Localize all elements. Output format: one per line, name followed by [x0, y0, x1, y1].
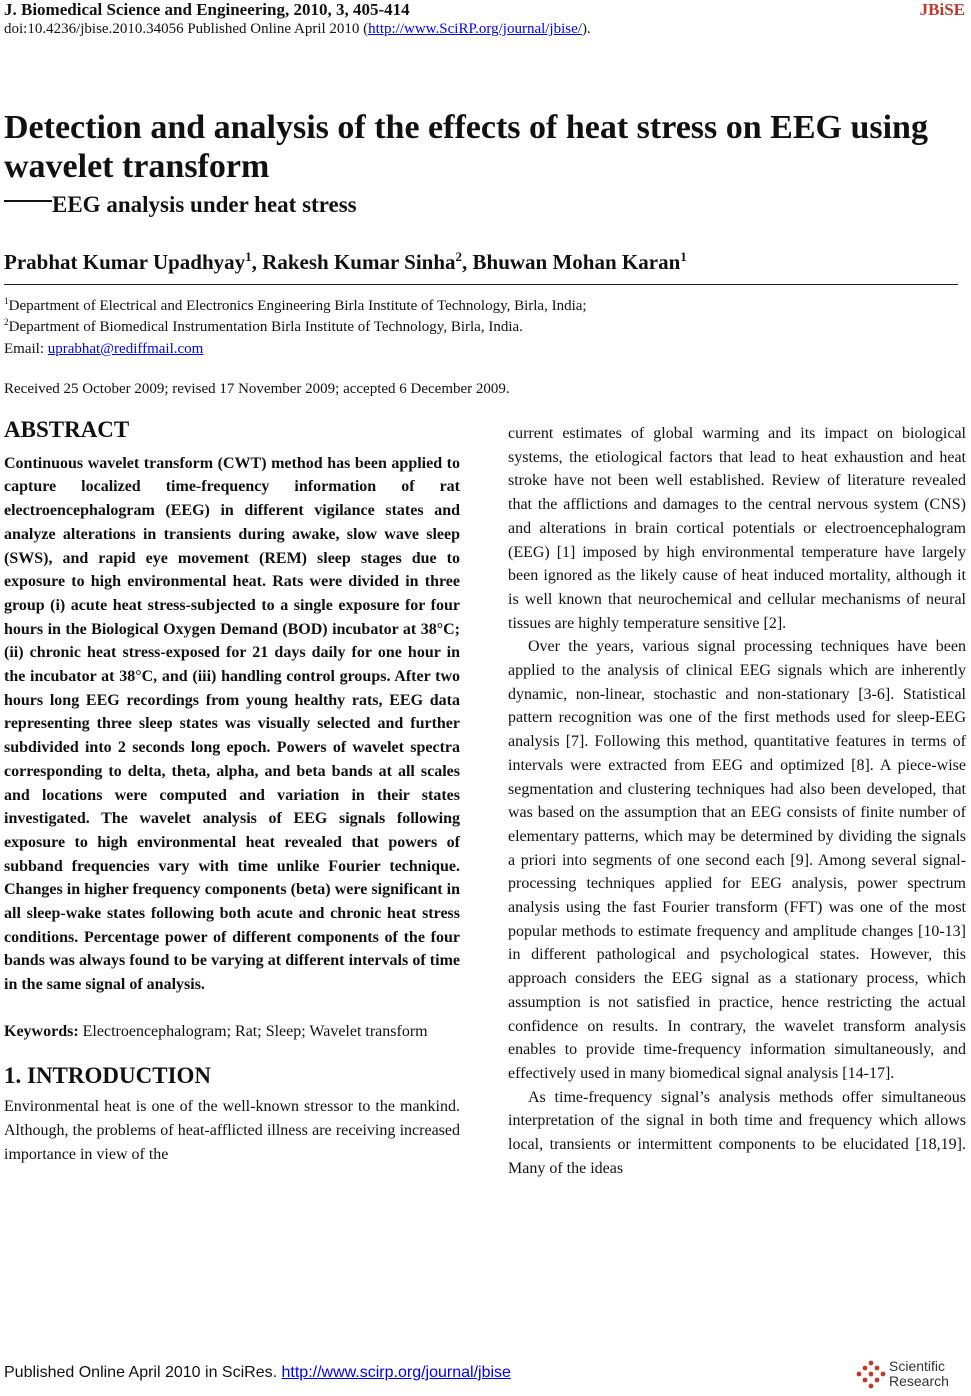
affiliation-mark: 2: [4, 318, 9, 328]
author-name: Prabhat Kumar Upadhyay: [4, 250, 246, 274]
footer-link[interactable]: http://www.scirp.org/journal/jbise: [281, 1364, 511, 1381]
journal-tag: JBiSE: [919, 0, 965, 19]
affiliation-line: [4, 319, 523, 336]
paper-title: Detection and analysis of the effects of heat stress on EEG using wavelet transform: [4, 109, 928, 185]
keywords-text: Electroencephalogram; Rat; Sleep; Wavelet transform: [78, 1022, 428, 1040]
affiliation-text: Department of Biomedical Instrumentation Birla Institute of Technology, Birla, India.: [8, 319, 523, 335]
header-divider: [4, 284, 958, 285]
keywords-label: Keywords:: [4, 1022, 79, 1040]
abstract-heading: ABSTRACT: [4, 417, 130, 442]
journal-citation: J. Biomedical Science and Engineering, 2010, 3, 405-414: [4, 0, 410, 19]
affiliation-line: [4, 298, 587, 315]
author-list: [4, 250, 687, 275]
keywords: [4, 1020, 460, 1044]
doi-suffix: ).: [581, 21, 591, 37]
author-name: Bhuwan Mohan Karan: [472, 250, 681, 274]
right-column: [508, 422, 966, 1181]
received-dates: Received 25 October 2009; revised 17 November 2009; accepted 6 December 2009.: [4, 381, 510, 397]
author-affiliation-mark: 1: [245, 249, 252, 264]
author-affiliation-mark: 1: [680, 249, 687, 264]
email-label: Email:: [4, 341, 48, 357]
doi-line: [4, 21, 591, 38]
intro-paragraph: Over the years, various signal processing techniques have been applied to the analysis of clinical EEG signals which are inherently dynamic, non-linear, stochastic and non-stationary [3-6]. Statistical pattern recognition was one of the first methods used for sleep-EEG analysis [7]. Following this method, quantitative features in terms of intervals were extracted from EEG and optimized [8]. A piece-wise segmentation and clustering techniques had also been developed, that was based on the assumption that an EEG consists of finite number of elementary patterns, which may be determined by dividing the signals a priori into segments of one second each [9]. Among several signal-processing techniques applied for EEG analysis, power spectrum analysis using the fast Fourier transform (FFT) was one of the most popular methods to estimate frequency and amplitude changes [10-13] in different pathological and psychological states. However, this approach considers the EEG signal as a stationary process, which assumption is not satisfied in practice, hence restricting the actual confidence on results. In contrary, the wavelet transform analysis enables to provide time-frequency information simultaneously, and effectively used in many biomedical signal analysis [14-17].: [508, 638, 966, 1082]
intro-paragraph: Environmental heat is one of the well-known stressor to the mankind. Although, the problems of heat-afflicted illness are receiving increased importance in view of the: [4, 1098, 460, 1163]
intro-heading: 1. INTRODUCTION: [4, 1062, 212, 1088]
journal-link[interactable]: http://www.SciRP.org/journal/jbise/: [368, 21, 582, 37]
footer-text: Published Online April 2010 in SciRes.: [4, 1364, 282, 1381]
email-link[interactable]: uprabhat@rediffmail.com: [47, 341, 204, 357]
publisher-logo-icon: [855, 1359, 887, 1391]
email-line: [4, 341, 203, 358]
intro-paragraph: current estimates of global warming and its impact on biological systems, the etiological factors that lead to heat exhaustion and heat stroke have not been well established. Review of literature revealed that the afflictions and damages to the central nervous system (CNS) and alterations in brain cortical potentials or electroencephalogram (EEG) [1] imposed by high environmental temperature have largely been ignored as the likely cause of heat induced mortality, although it is well known that neurochemical and cellular mechanisms of neural tissues are highly temperature sensitive [2].: [508, 425, 966, 632]
author-separator: ,: [251, 250, 263, 274]
intro-paragraph: As time-frequency signal’s analysis methods offer simultaneous interpretation of the signal in both time and frequency which allows local, transients or intermittent components to be elucidated [18,19]. Many of the ideas: [508, 1088, 966, 1177]
affiliation-mark: 1: [4, 297, 9, 307]
footer-publication: [4, 1364, 511, 1382]
subtitle-dash: [4, 200, 52, 202]
publisher-logo-text: [889, 1359, 949, 1389]
affiliation-text: Department of Electrical and Electronics Engineering Birla Institute of Technology, Birla, India;: [8, 298, 587, 314]
author-separator: ,: [462, 250, 473, 274]
author-affiliation-mark: 2: [455, 249, 463, 264]
subtitle-text: EEG analysis under heat stress: [52, 192, 357, 217]
publisher-logo: [855, 1359, 965, 1393]
left-column: [4, 418, 460, 1166]
paper-subtitle: [4, 192, 357, 218]
doi-prefix: doi:10.4236/jbise.2010.34056 Published Online April 2010 (: [4, 21, 369, 37]
abstract-body: Continuous wavelet transform (CWT) method has been applied to capture localized time-frequency information of rat electroencephalogram (EEG) in different vigilance states and analyze alterations in transients during awake, slow wave sleep (SWS), and rapid eye movement (REM) sleep stages due to exposure to high environmental heat. Rats were divided in three group (i) acute heat stress-subjected to a single exposure for four hours in the Biological Oxygen Demand (BOD) incubator at 38°C; (ii) chronic heat stress-exposed for 21 days daily for one hour in the incubator at 38°C, and (iii) handling control groups. After two hours long EEG recordings from young healthy rats, EEG data representing three sleep states was visually selected and further subdivided into 2 seconds long epoch. Powers of wavelet spectra corresponding to delta, theta, alpha, and beta bands at all scales and locations were computed and variation in their states investigated. The wavelet analysis of EEG signals following exposure to high environmental heat revealed that powers of subband frequencies vary with time unlike Fourier technique. Changes in higher frequency components (beta) were significant in all sleep-wake states following both acute and chronic heat stress conditions. Percentage power of different components of the four bands was always found to be varying at different intervals of time in the same signal of analysis.: [4, 454, 460, 994]
logo-line: Research: [889, 1373, 949, 1389]
author-name: Rakesh Kumar Sinha: [262, 250, 456, 274]
logo-line: Scientific: [889, 1358, 946, 1374]
